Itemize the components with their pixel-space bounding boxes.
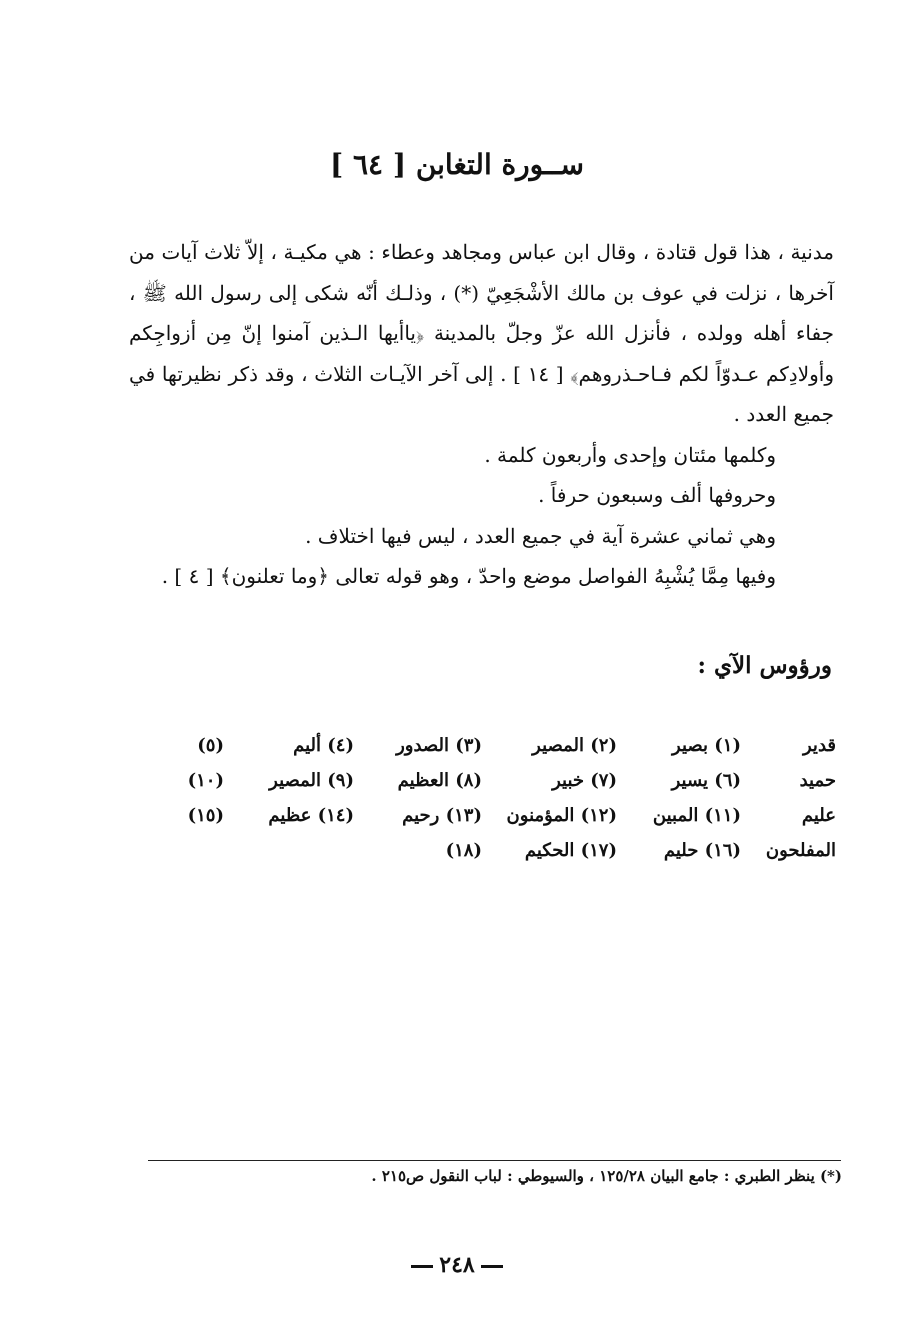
verse-head: (٤) أليم [293, 735, 354, 756]
dash-right [481, 1265, 503, 1268]
verse-head: (١٨) [445, 840, 482, 861]
verse-head: (٦) يسير [671, 770, 741, 791]
word-count-line: وكلمها مئتان وإحدى وأربعون كلمة . [484, 442, 776, 467]
verse-heads-row [136, 763, 836, 798]
verse-heads-table [136, 728, 836, 868]
page-number: ٢٤٨ [439, 1252, 475, 1278]
verse-head: (١٠) [187, 770, 224, 791]
verse-count-line: وهي ثماني عشرة آية في جميع العدد ، ليس فيها اختلاف . [305, 523, 776, 548]
verse-head: (٥) [197, 735, 224, 756]
dash-left [411, 1265, 433, 1268]
footnote: (*) ينظر الطبري : جامع البيان ١٢٥/٢٨ ، والسيوطي : لباب النقول ص٢١٥ . [371, 1167, 842, 1185]
verse-heads-row [136, 728, 836, 763]
verse-head: (٩) المصير [269, 770, 354, 791]
verse-head: (١٣) رحيم [402, 805, 482, 826]
verse-head: (١١) المبين [652, 805, 741, 826]
verse-head: (٢) المصير [532, 735, 617, 756]
page-number-block [0, 1252, 914, 1278]
verse-heads-row [136, 798, 836, 833]
verse-heads-heading: ورؤوس الآي : [697, 652, 832, 679]
footnote-divider [148, 1160, 841, 1161]
verse-head: (٣) الصدور [396, 735, 482, 756]
verse-head: عليم [801, 805, 836, 826]
verse-head: (١٥) [187, 805, 224, 826]
verse-head: حميد [799, 770, 836, 791]
verse-head: (١٢) المؤمنون [506, 805, 617, 826]
similar-endings-line: وفيها مِمَّا يُشْبِهُ الفواصل موضع واحدّ ، وهو قوله تعالى ﴿وما تعلنون﴾ [ ٤ ] . [161, 564, 776, 588]
verse-head: (١٧) الحكيم [524, 840, 617, 861]
verse-heads-row [136, 833, 836, 868]
surah-title: ســورة التغابن [ ٦٤ ] [330, 148, 584, 181]
letter-count-line: وحروفها ألف وسبعون حرفاً . [538, 483, 776, 507]
verse-head: قدير [803, 735, 836, 756]
intro-paragraph: مدنية ، هذا قول قتادة ، وقال ابن عباس ومجاهد وعطاء : هي مكيـة ، إلاّ ثلاث آيات من آخرها ، نزلت في عوف بن مالك الأشْجَعِيّ (*) ، وذلـك أنّه شكى إلى رسول الله ﷺ ، جفاء أهله وولده ، فأنزل الله عزّ وجلّ بالمدينة ﴿ياأيها الـذين آمنوا إنّ مِن أزواجِكم وأولادِكم عـدوّاً لكم فـاحـذروهم﴾ [ ١٤ ] . إلى آخر الآيـات الثلاث ، وقد ذكر نظيرتها في جميع العدد . [129, 240, 834, 426]
verse-head: المفلحون [765, 840, 836, 861]
verse-head: (١) بصير [672, 735, 741, 756]
verse-head: (٧) خبير [552, 770, 617, 791]
body-text [129, 232, 834, 597]
verse-head: (١٦) حليم [663, 840, 741, 861]
verse-head: (١٤) عظيم [268, 805, 354, 826]
verse-head: (٨) العظيم [397, 770, 482, 791]
